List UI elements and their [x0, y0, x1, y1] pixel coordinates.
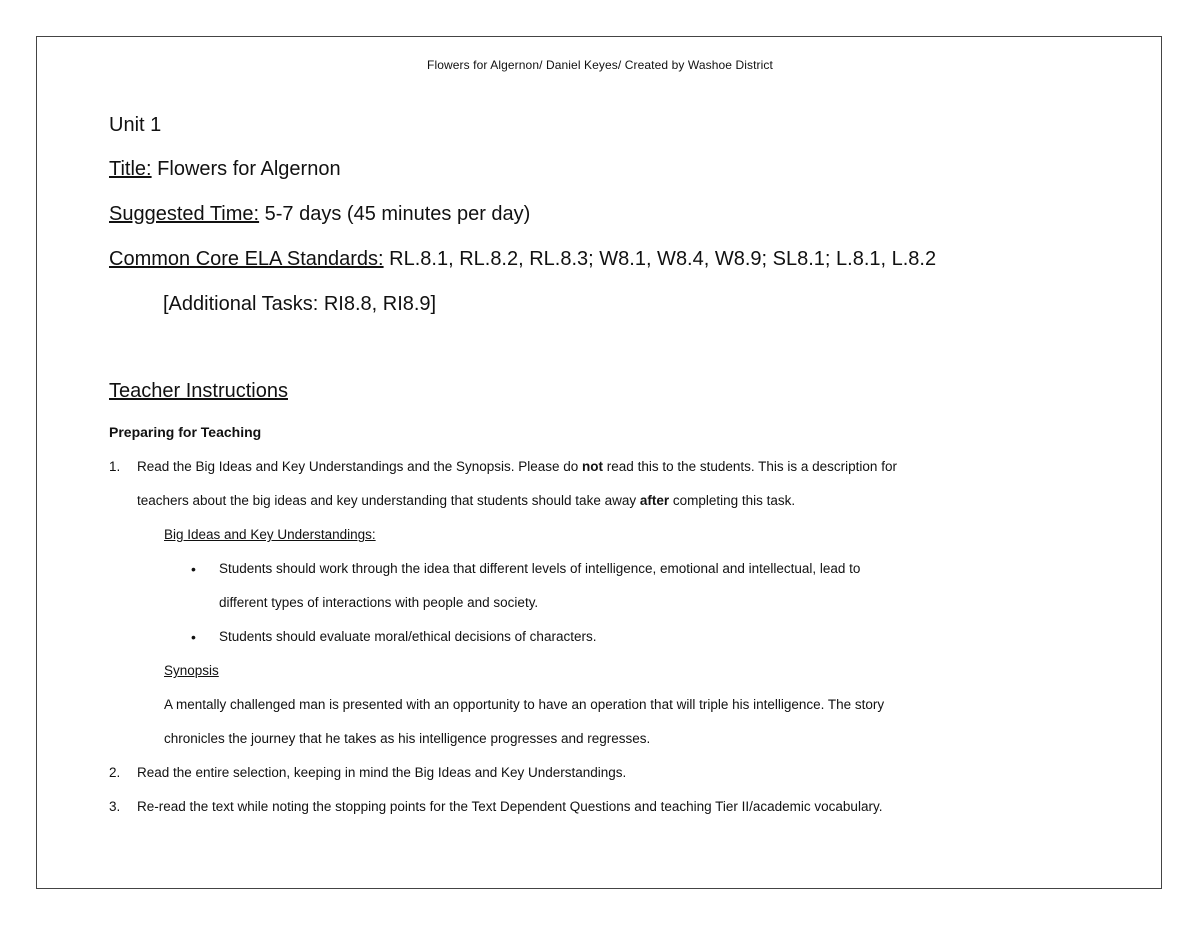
running-header: Flowers for Algernon/ Daniel Keyes/ Created by Washoe District — [427, 58, 773, 72]
list-number: 1. — [109, 459, 121, 474]
preparing-for-teaching-heading: Preparing for Teaching — [109, 424, 262, 440]
suggested-time-value: 5-7 days (45 minutes per day) — [259, 203, 531, 225]
bullet-icon: • — [191, 561, 196, 577]
big-ideas-heading — [109, 518, 1099, 552]
bullet-item-2 — [109, 620, 1099, 654]
standards-line — [109, 248, 936, 270]
bullet-icon: • — [191, 629, 196, 645]
synopsis-heading-text: Synopsis — [164, 663, 219, 678]
big-ideas-heading-text: Big Ideas and Key Understandings: — [164, 527, 376, 542]
list-item-1 — [109, 450, 1099, 518]
title-value: Flowers for Algernon — [151, 158, 341, 180]
title-label: Title: — [109, 158, 152, 180]
synopsis-heading — [109, 654, 1099, 688]
standards-value: RL.8.1, RL.8.2, RL.8.3; W8.1, W8.4, W8.9; SL8.1; L.8.1, L.8.2 — [383, 248, 937, 270]
unit-label: Unit 1 — [109, 114, 162, 136]
synopsis-line: chronicles the journey that he takes as his intelligence progresses and regresses. — [164, 731, 651, 746]
teacher-instructions-heading: Teacher Instructions — [109, 380, 288, 402]
text-span: completing this task. — [669, 493, 796, 508]
list-item-line — [137, 450, 1099, 484]
text-span: teachers about the big ideas and key understanding that students should take away — [137, 493, 640, 508]
emphasis-after: after — [639, 493, 670, 508]
list-item-3 — [109, 790, 1099, 824]
list-number: 2. — [109, 765, 121, 780]
suggested-time-line — [109, 203, 530, 225]
bullet-line: Students should work through the idea that different levels of intelligence, emotional and intellectual, lead to — [219, 561, 861, 576]
bullet-item-1 — [109, 552, 1099, 620]
text-span: read this to the students. This is a description for — [603, 459, 897, 474]
list-item-line: Read the entire selection, keeping in mind the Big Ideas and Key Understandings. — [137, 765, 627, 780]
suggested-time-label: Suggested Time: — [109, 203, 260, 225]
title-line — [109, 158, 341, 180]
emphasis-not: not — [582, 459, 604, 474]
list-item-line — [137, 484, 1099, 518]
instructions-list — [109, 450, 1099, 824]
list-number: 3. — [109, 799, 121, 814]
synopsis-line: A mentally challenged man is presented with an opportunity to have an operation that will triple his intelligence. The story — [164, 697, 885, 712]
list-item-2 — [109, 756, 1099, 790]
bullet-line: different types of interactions with people and society. — [219, 595, 539, 610]
list-item-line: Re-read the text while noting the stopping points for the Text Dependent Questions and teaching Tier II/academic vocabulary. — [137, 799, 883, 814]
standards-label: Common Core ELA Standards: — [109, 248, 384, 270]
bullet-line: Students should evaluate moral/ethical decisions of characters. — [219, 629, 597, 644]
text-span: Read the Big Ideas and Key Understandings and the Synopsis. Please do — [137, 459, 583, 474]
additional-tasks: [Additional Tasks: RI8.8, RI8.9] — [163, 293, 437, 315]
